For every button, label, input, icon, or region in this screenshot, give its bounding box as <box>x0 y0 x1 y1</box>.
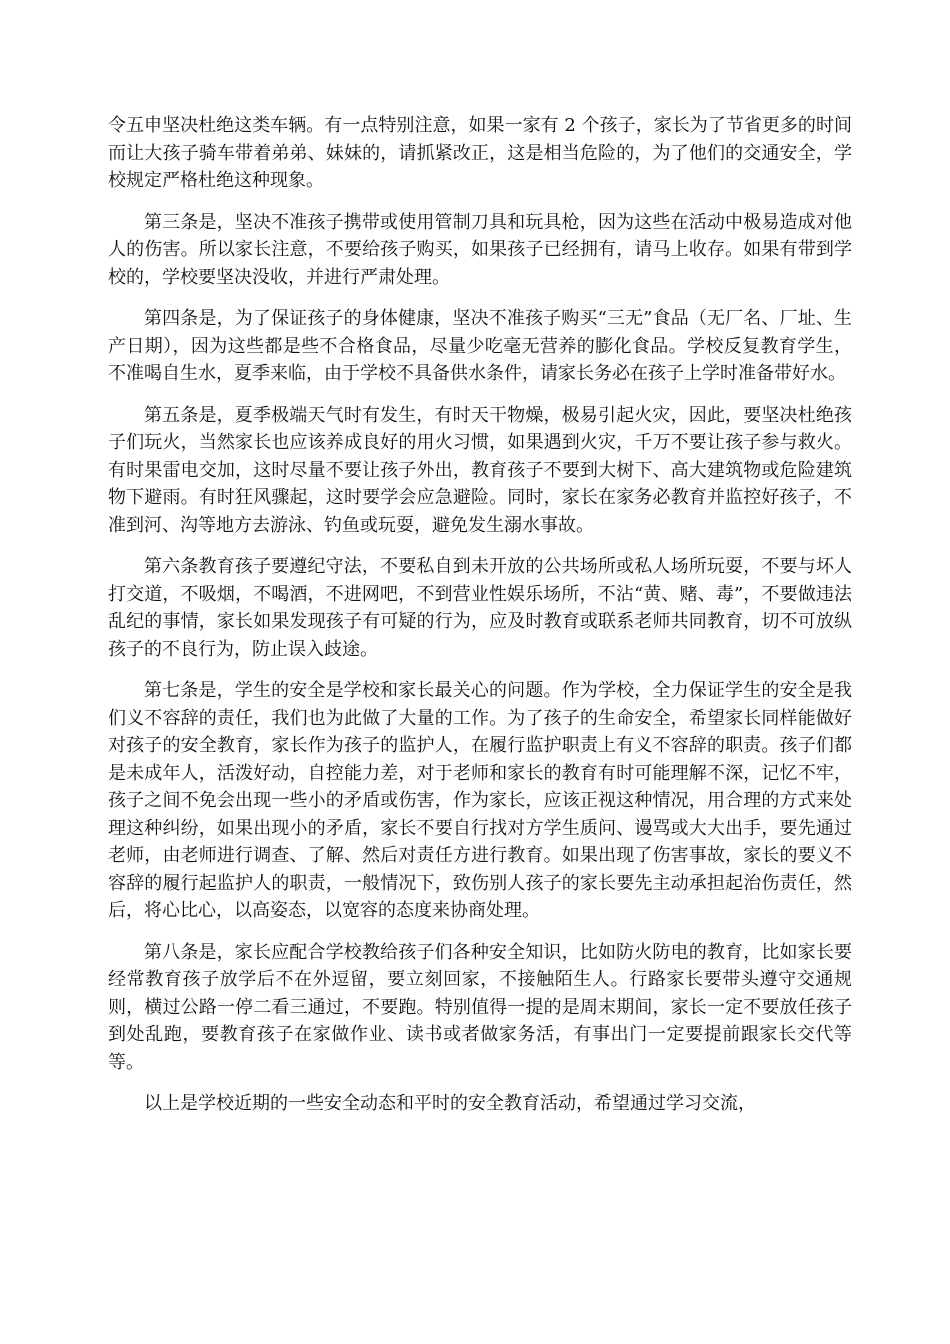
paragraph-rule-5: 第五条是，夏季极端天气时有发生，有时天干物燥，极易引起火灾，因此，要坚决杜绝孩子们玩火，当然家长也应该养成良好的用火习惯，如果遇到火灾，千万不要让孩子参与救火。有时果雷电交加，这时尽量不要让孩子外出，教育孩子不要到大树下、高大建筑物或危险建筑物下避雨。有时狂风骤起，这时要学会应急避险。同时，家长在家务必教育并监控好孩子，不准到河、沟等地方去游泳、钓鱼或玩耍，避免发生溺水事故。 <box>108 404 852 536</box>
document-body <box>108 112 852 1132</box>
paragraph-rule-8: 第八条是，家长应配合学校教给孩子们各种安全知识，比如防火防电的教育，比如家长要经常教育孩子放学后不在外逗留，要立刻回家，不接触陌生人。行路家长要带头遵守交通规则，横过公路一停二看三通过，不要跑。特别值得一提的是周末期间，家长一定不要放任孩子到处乱跑，要教育孩子在家做作业、读书或者做家务活，有事出门一定要提前跟家长交代等等。 <box>108 941 852 1073</box>
paragraph-rule-3: 第三条是，坚决不准孩子携带或使用管制刀具和玩具枪，因为这些在活动中极易造成对他人的伤害。所以家长注意，不要给孩子购买，如果孩子已经拥有，请马上收存。如果有带到学校的，学校要坚决没收，并进行严肃处理。 <box>108 211 852 288</box>
paragraph-rule-4: 第四条是，为了保证孩子的身体健康，坚决不准孩子购买“三无”食品（无厂名、厂址、生产日期），因为这些都是些不合格食品，尽量少吃毫无营养的膨化食品。学校反复教育学生，不准喝自生水，夏季来临，由于学校不具备供水条件，请家长务必在孩子上学时准备带好水。 <box>108 308 852 384</box>
paragraph-rule-6: 第六条教育孩子要遵纪守法，不要私自到未开放的公共场所或私人场所玩耍，不要与坏人打交道，不吸烟，不喝酒，不进网吧，不到营业性娱乐场所，不沾“黄、赌、毒”，不要做违法乱纪的事情，家长如果发现孩子有可疑的行为，应及时教育或联系老师共同教育，切不可放纵孩子的不良行为，防止误入歧途。 <box>108 556 852 660</box>
paragraph-continuation: 令五申坚决杜绝这类车辆。有一点特别注意，如果一家有 2 个孩子，家长为了节省更多的时间而让大孩子骑车带着弟弟、妹妹的，请抓紧改正，这是相当危险的，为了他们的交通安全，学校规定严格杜绝这种现象。 <box>108 115 852 191</box>
paragraph-summary: 以上是学校近期的一些安全动态和平时的安全教育活动，希望通过学习交流， <box>144 1093 756 1114</box>
paragraph-rule-7: 第七条是，学生的安全是学校和家长最关心的问题。作为学校，全力保证学生的安全是我们义不容辞的责任，我们也为此做了大量的工作。为了孩子的生命安全，希望家长同样能做好对孩子的安全教育，家长作为孩子的监护人，在履行监护职责上有义不容辞的职责。孩子们都是未成年人，活泼好动，自控能力差，对于老师和家长的教育有时可能理解不深，记忆不牢，孩子之间不免会出现一些小的矛盾或伤害，作为家长，应该正视这种情况，用合理的方式来处理这种纠纷，如果出现小的矛盾，家长不要自行找对方学生质问、谩骂或大大出手，要先通过老师，由老师进行调查、了解、然后对责任方进行教育。如果出现了伤害事故，家长的要义不容辞的履行起监护人的职责，一般情况下，致伤别人孩子的家长要先主动承担起治伤责任，然后，将心比心，以高姿态，以宽容的态度来协商处理。 <box>108 680 852 921</box>
